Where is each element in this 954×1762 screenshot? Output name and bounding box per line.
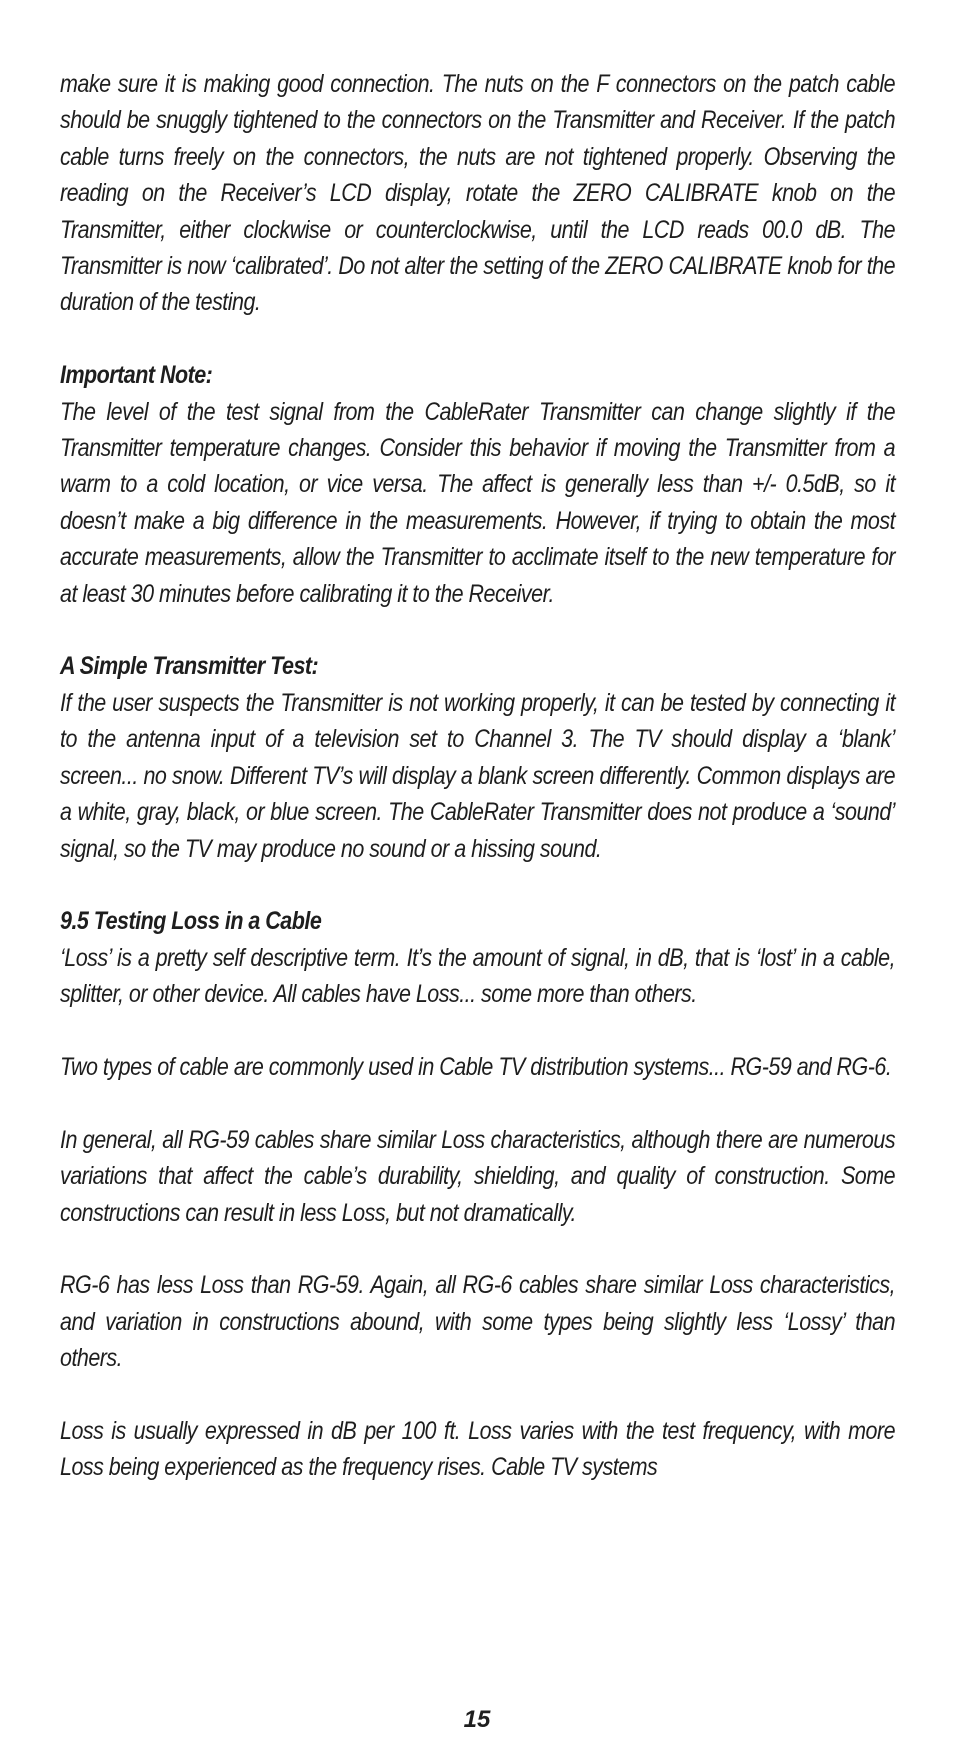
loss-expression-paragraph: Loss is usually expressed in dB per 100 ft. Loss varies with the test frequency, with more Loss being experienced as the frequency rises. Cable TV systems xyxy=(60,1416,896,1482)
rg6-paragraph: RG-6 has less Loss than RG-59. Again, all RG-6 cables share similar Loss characteristics, and variation in constructions abound, with some types being slightly less ‘Lossy’ than others. xyxy=(60,1271,896,1373)
simple-transmitter-test-body: If the user suspects the Transmitter is not working properly, it can be tested by connecting it to the antenna input of a television set to Channel 3. The TV should display a ‘blank’ screen... no snow. Different TV’s will display a blank screen differently. Common displays are a white, gray, black, or blue screen. The CableRater Transmitter does not produce a ‘sound’ signal, so the TV may produce no sound or a hissing sound. xyxy=(60,688,896,863)
section-9-5-testing-loss xyxy=(60,903,895,1485)
important-note-heading: Important Note: xyxy=(60,361,213,390)
important-note-section xyxy=(60,357,895,612)
page-number: 15 xyxy=(463,1706,491,1733)
simple-transmitter-test-section xyxy=(60,648,895,866)
simple-transmitter-test-heading: A Simple Transmitter Test: xyxy=(60,652,319,681)
section-9-5-heading: 9.5 Testing Loss in a Cable xyxy=(60,907,322,936)
important-note-body: The level of the test signal from the CableRater Transmitter can change slightly if the Transmitter temperature changes. Consider this behavior if moving the Transmitter from a warm to a cold location, or vice versa. The affect is generally less than +/- 0.5dB, so it doesn’t make a big difference in the measurements. However, if trying to obtain the most accurate measurements, allow the Transmitter to acclimate itself to the new temperature for at least 30 minutes before calibrating it to the Receiver. xyxy=(60,397,896,608)
manual-page-body xyxy=(60,66,895,1486)
rg59-paragraph: In general, all RG-59 cables share similar Loss characteristics, although there are numerous variations that affect the cable’s durability, shielding, and quality of construction. Some constructions can result in less Loss, but not dramatically. xyxy=(60,1125,896,1227)
loss-definition-paragraph: ‘Loss’ is a pretty self descriptive term. It’s the amount of signal, in dB, that is ‘lost’ in a cable, splitter, or other device. All cables have Loss... some more than others. xyxy=(60,943,896,1009)
cable-types-paragraph: Two types of cable are commonly used in Cable TV distribution systems... RG-59 and RG-6. xyxy=(60,1052,892,1081)
intro-paragraph: make sure it is making good connection. The nuts on the F connectors on the patch cable should be snuggly tightened to the connectors on the Transmitter and Receiver. If the patch cable turns freely on the connectors, the nuts are not tightened properly. Observing the reading on the Receiver’s LCD display, rotate the ZERO CALIBRATE knob on the Transmitter, either clockwise or counterclockwise, until the LCD reads 00.0 dB. The Transmitter is now ‘calibrated’. Do not alter the setting of the ZERO CALIBRATE knob for the duration of the testing. xyxy=(60,70,896,317)
